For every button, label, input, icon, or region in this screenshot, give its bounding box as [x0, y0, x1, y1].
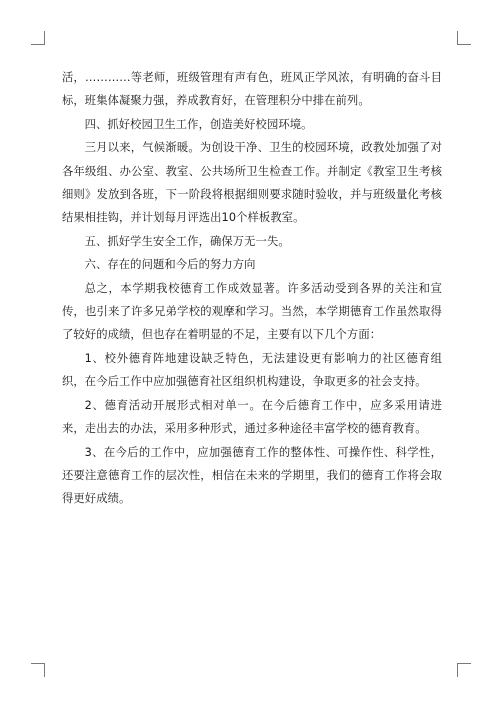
- crop-mark-bottom-right: [457, 663, 471, 677]
- paragraph-hygiene: 三月以来，气候渐暖。为创设干净、卫生的校园环境，政教处加强了对各年级组、办公室、教室、公共场所卫生检查工作。并制定《教室卫生考核细则》发放到各班，下一阶段将根据细则要求随时验收，并与班级量化考核结果相挂钩，并计划每月评选出10个样板教室。: [62, 141, 442, 225]
- paragraph-summary: 总之，本学期我校德育工作成效显著。许多活动受到各界的关注和宣传，也引来了许多兄弟学校的观摩和学习。当然，本学期德育工作虽然取得了较好的成绩，但也存在着明显的不足，主要有以下几个方面：: [62, 281, 442, 342]
- list-item-1: 1、校外德育阵地建设缺乏特色，无法建设更有影响力的社区德育组织，在今后工作中应加强德育社区组织机构建设，争取更多的社会支持。: [62, 351, 442, 389]
- crop-mark-top-right: [457, 31, 471, 45]
- document-body: [62, 66, 442, 511]
- section-heading-hygiene: 四、抓好校园卫生工作，创造美好校园环境。: [84, 117, 313, 131]
- section-heading-problems: 六、存在的问题和今后的努力方向: [84, 258, 256, 272]
- section-heading-safety: 五、抓好学生安全工作，确保万无一失。: [84, 234, 290, 248]
- list-item-2: 2、德育活动开展形式相对单一。在今后德育工作中，应多采用请进来，走出去的办法，采用多种形式，通过多种途径丰富学校的德育教育。: [62, 398, 442, 436]
- crop-mark-top-left: [31, 31, 45, 45]
- list-item-3: 3、在今后的工作中，应加强德育工作的整体性、可操作性、科学性，还要注意德育工作的层次性，相信在未来的学期里，我们的德育工作将会取得更好成绩。: [62, 445, 442, 506]
- paragraph-continuation: 活，…………等老师，班级管理有声有色，班风正学风浓，有明确的奋斗目标，班集体凝聚力强，养成教育好，在管理积分中排在前列。: [62, 71, 442, 108]
- crop-mark-bottom-left: [31, 663, 45, 677]
